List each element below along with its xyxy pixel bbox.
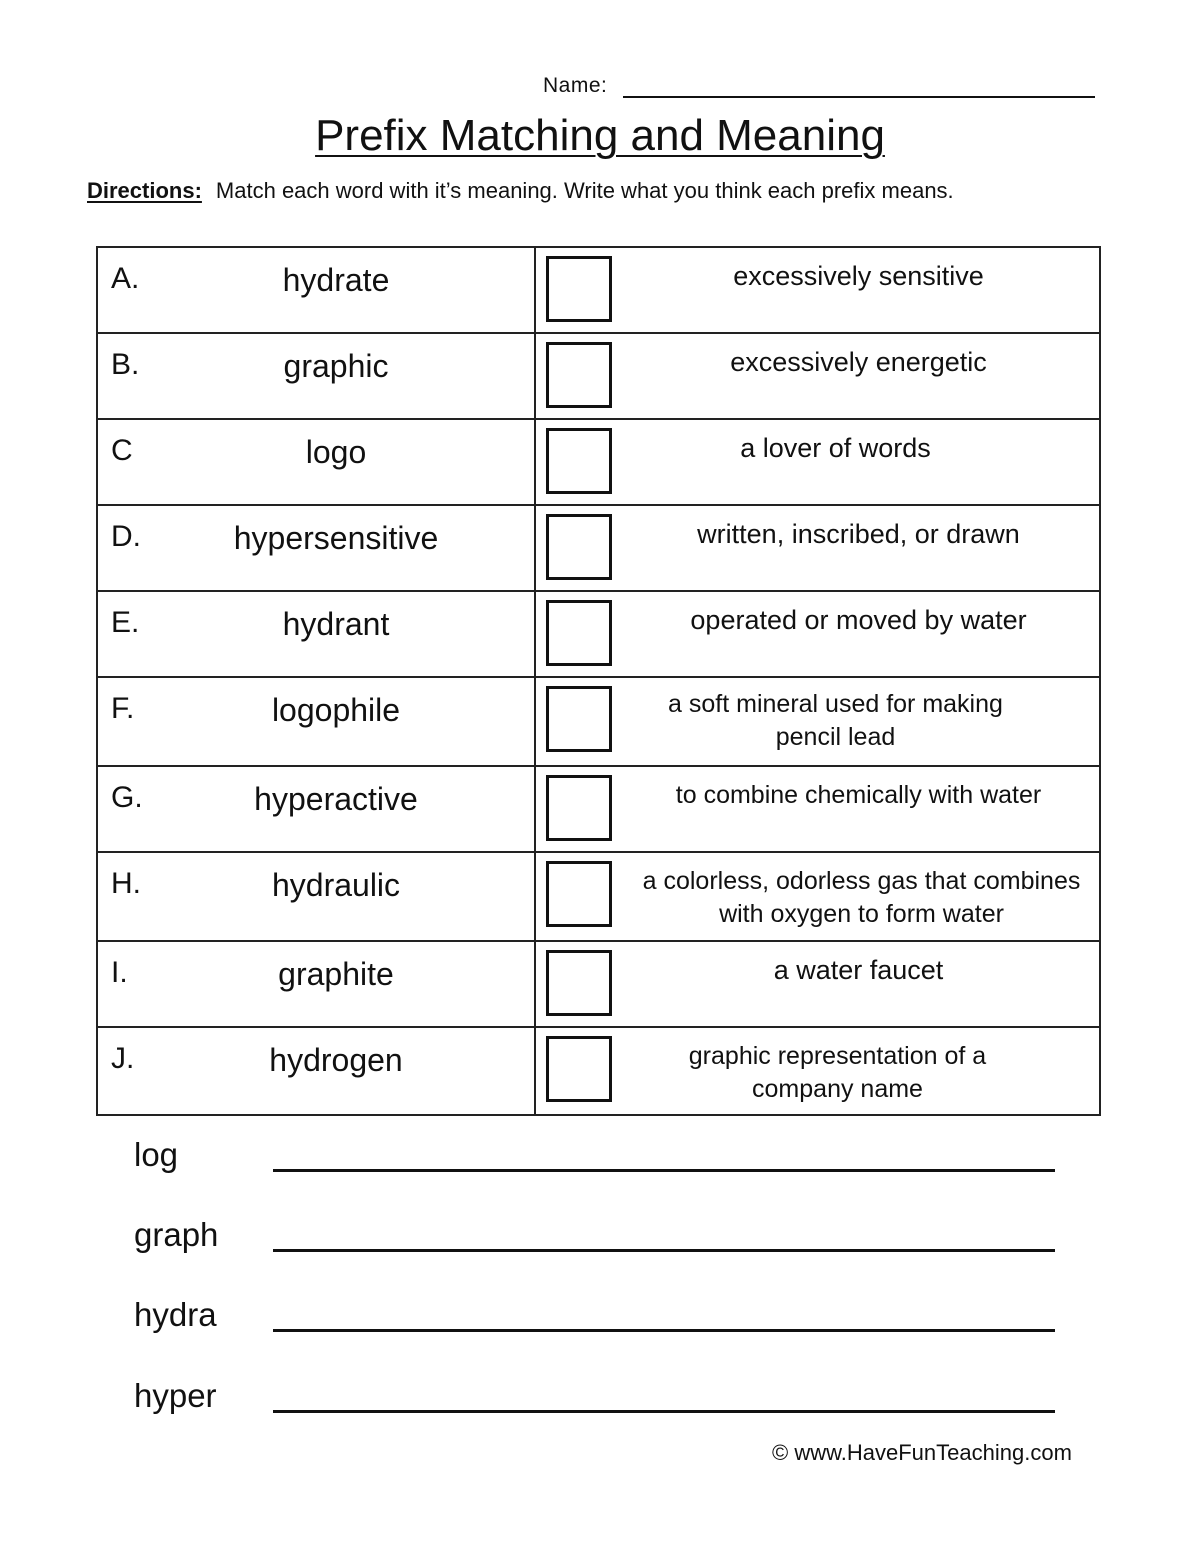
row-letter: G. [111,781,143,814]
answer-box[interactable] [546,256,612,322]
row-word: hypersensitive [233,520,439,556]
prefix-answer-line[interactable] [273,1410,1055,1413]
meaning-cell [536,420,1099,504]
meaning-cell [536,1028,1099,1114]
directions-text: Match each word with it’s meaning. Write what you think each prefix means. [215,178,954,203]
row-letter: D. [111,520,141,553]
row-word: graphite [278,956,394,992]
prefix-row [134,1136,1056,1184]
word-cell [98,420,536,504]
answer-box[interactable] [546,1036,612,1102]
word-cell [98,592,536,676]
row-word: logo [305,434,367,470]
row-letter: F. [111,692,135,725]
prefix-label: log [134,1136,179,1173]
prefix-label: hyper [134,1377,217,1414]
table-row [98,942,1099,1028]
row-meaning: written, inscribed, or drawn [697,519,1020,549]
table-row [98,853,1099,942]
row-word: hyperactive [254,781,418,817]
answer-box[interactable] [546,514,612,580]
name-input-line[interactable] [623,96,1095,98]
prefix-answer-line[interactable] [273,1249,1055,1252]
row-meaning: a colorless, odorless gas that combines with oxygen to form water [642,867,1081,928]
page-title [0,108,1200,164]
row-meaning: excessively sensitive [733,261,984,291]
row-letter: E. [111,606,140,639]
answer-box[interactable] [546,342,612,408]
answer-box[interactable] [546,600,612,666]
meaning-cell [536,767,1099,851]
meaning-cell [536,248,1099,332]
word-cell [98,678,536,765]
table-row [98,420,1099,506]
table-row [98,506,1099,592]
answer-box[interactable] [546,428,612,494]
page-title-text: Prefix Matching and Meaning [315,111,885,160]
prefix-answer-line[interactable] [273,1169,1055,1172]
answer-box[interactable] [546,950,612,1016]
row-meaning: to combine chemically with water [675,781,1042,809]
name-row [543,72,1095,102]
word-cell [98,248,536,332]
word-cell [98,853,536,940]
word-cell [98,1028,536,1114]
meaning-cell [536,942,1099,1026]
row-meaning: operated or moved by water [690,605,1027,635]
table-row [98,334,1099,420]
row-word: hydrate [282,262,390,298]
copyright-footer: © www.HaveFunTeaching.com [772,1440,1072,1465]
row-letter: H. [111,867,141,900]
table-row [98,678,1099,767]
prefix-label: graph [134,1216,219,1253]
meaning-cell [536,592,1099,676]
row-letter: I. [111,956,128,989]
row-word: hydrant [282,606,390,642]
answer-box[interactable] [546,861,612,927]
prefix-row [134,1216,1056,1264]
row-word: graphic [283,348,389,384]
meaning-cell [536,853,1099,940]
row-meaning: excessively energetic [730,347,987,377]
directions-label: Directions: [87,178,202,203]
answer-box[interactable] [546,775,612,841]
directions [87,176,954,206]
meaning-cell [536,334,1099,418]
table-row [98,1028,1099,1114]
table-row [98,767,1099,853]
row-meaning: a water faucet [773,955,944,985]
prefix-label: hydra [134,1296,217,1333]
matching-table [96,246,1101,1116]
answer-box[interactable] [546,686,612,752]
row-meaning: graphic representation of a company name [688,1042,987,1103]
row-word: hydraulic [271,867,401,903]
table-row [98,248,1099,334]
name-label: Name: [543,74,608,97]
word-cell [98,334,536,418]
meaning-cell [536,506,1099,590]
prefix-row [134,1296,1056,1344]
row-word: hydrogen [269,1042,403,1078]
row-meaning: a lover of words [740,433,931,463]
prefix-row [134,1377,1056,1425]
word-cell [98,942,536,1026]
row-word: logophile [271,692,401,728]
row-meaning: a soft mineral used for making pencil lead [668,690,1003,751]
row-letter: J. [111,1042,135,1075]
row-letter: A. [111,262,140,295]
word-cell [98,506,536,590]
prefix-answer-line[interactable] [273,1329,1055,1332]
row-letter: B. [111,348,140,381]
table-row [98,592,1099,678]
row-letter: C [111,434,133,467]
word-cell [98,767,536,851]
meaning-cell [536,678,1099,765]
